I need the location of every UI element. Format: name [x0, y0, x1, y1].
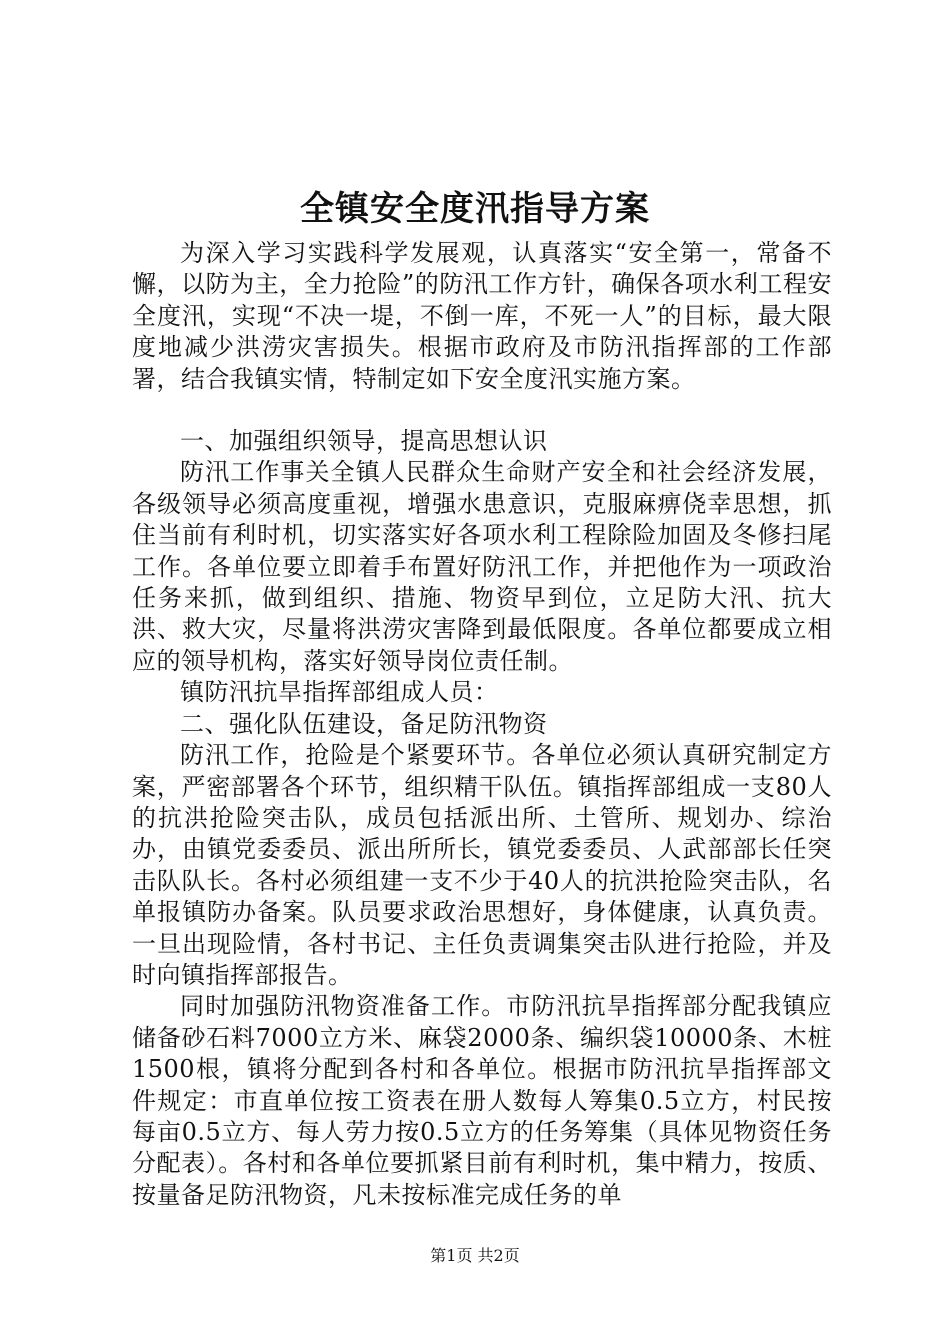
page-footer: 第1页 共2页: [430, 1246, 520, 1265]
section-2-paragraph-2: 同时加强防汛物资准备工作。市防汛抗旱指挥部分配我镇应储备砂石料7000立方米、麻袋2000条、编织袋10000条、木桩1500根，镇将分配到各村和各单位。根据市防汛抗旱指挥部文件规定：市直单位按工资表在册人数每人筹集0.5立方，村民按每亩0.5立方、每人劳力按0.5立方的任务筹集（具体见物资任务分配表）。各村和各单位要抓紧目前有利时机，集中精力，按质、按量备足防汛物资，凡未按标准完成任务的单: [132, 992, 832, 1209]
section-heading-1: 一、加强组织领导，提高思想认识: [180, 427, 548, 456]
command-members-line: 镇防汛抗旱指挥部组成人员：: [180, 678, 499, 707]
section-1-paragraph: 防汛工作事关全镇人民群众生命财产安全和社会经济发展，各级领导必须高度重视，增强水患意识，克服麻痹侥幸思想，抓住当前有利时机，切实落实好各项水利工程除险加固及冬修扫尾工作。各单位要立即着手布置好防汛工作，并把他作为一项政治任务来抓，做到组织、措施、物资早到位，立足防大汛、抗大洪、救大灾，尽量将洪涝灾害降到最低限度。各单位都要成立相应的领导机构，落实好领导岗位责任制。: [132, 458, 832, 675]
section-2-paragraph-1: 防汛工作，抢险是个紧要环节。各单位必须认真研究制定方案，严密部署各个环节，组织精干队伍。镇指挥部组成一支80人的抗洪抢险突击队，成员包括派出所、土管所、规划办、综治办，由镇党委委员、派出所所长，镇党委委员、人武部部长任突击队队长。各村必须组建一支不少于40人的抗洪抢险突击队，名单报镇防办备案。队员要求政治思想好，身体健康，认真负责。一旦出现险情，各村书记、主任负责调集突击队进行抢险，并及时向镇指挥部报告。: [132, 741, 832, 989]
section-heading-2: 二、强化队伍建设，备足防汛物资: [180, 709, 548, 738]
intro-paragraph: 为深入学习实践科学发展观，认真落实“安全第一，常备不懈，以防为主，全力抢险”的防汛工作方针，确保各项水利工程安全度汛，实现“不决一堤，不倒一库，不死一人”的目标，最大限度地减少洪涝灾害损失。根据市政府及市防汛指挥部的工作部署，结合我镇实情，特制定如下安全度汛实施方案。: [132, 239, 832, 393]
document-title: 全镇安全度汛指导方案: [300, 189, 650, 229]
document-body: [132, 238, 832, 1211]
